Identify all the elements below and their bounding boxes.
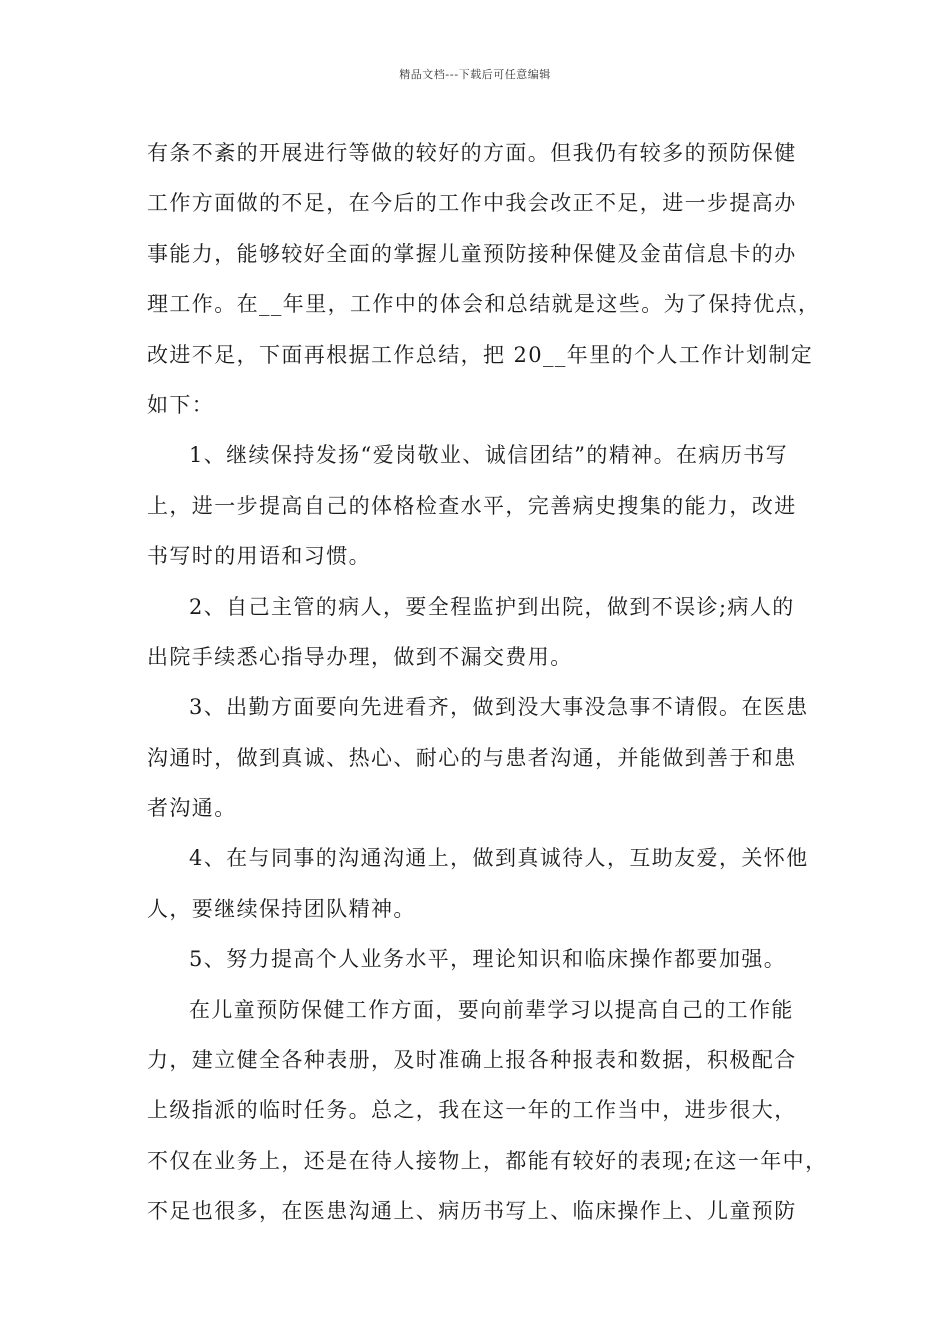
document-body	[147, 128, 827, 1237]
text-line-4: 理工作。在__年里，工作中的体会和总结就是这些。为了保持优点，	[147, 292, 821, 317]
text-line-15: 4、在与同事的沟通沟通上，做到真诚待人，互助友爱，关怀他	[189, 846, 809, 871]
text-line-6: 如下：	[147, 392, 215, 417]
text-line-8: 上，进一步提高自己的体格检查水平，完善病史搜集的能力，改进	[147, 493, 797, 518]
text-line-13: 沟通时，做到真诚、热心、耐心的与患者沟通，并能做到善于和患	[147, 745, 797, 770]
text-line-17: 5、努力提高个人业务水平，理论知识和临床操作都要加强。	[189, 947, 787, 972]
text-line-19: 力，建立健全各种表册，及时准确上报各种报表和数据，积极配合	[147, 1048, 797, 1073]
text-line-9: 书写时的用语和习惯。	[147, 544, 371, 569]
text-line-18: 在儿童预防保健工作方面，要向前辈学习以提高自己的工作能	[189, 997, 794, 1022]
text-line-10: 2、自己主管的病人，要全程监护到出院，做到不误诊;病人的	[189, 594, 795, 619]
text-line-3: 事能力，能够较好全面的掌握儿童预防接种保健及金苗信息卡的办	[147, 241, 797, 266]
text-line-16: 人，要继续保持团队精神。	[147, 896, 416, 921]
text-line-14: 者沟通。	[147, 796, 237, 821]
text-line-1: 有条不紊的开展进行等做的较好的方面。但我仍有较多的预防保健	[147, 141, 797, 165]
text-line-21: 不仅在业务上，还是在待人接物上，都能有较好的表现;在这一年中，	[147, 1148, 828, 1173]
text-line-11: 出院手续悉心指导办理，做到不漏交费用。	[147, 644, 573, 669]
text-line-22: 不足也很多，在医患沟通上、病历书写上、临床操作上、儿童预防	[147, 1199, 797, 1224]
text-line-5: 改进不足，下面再根据工作总结，把 20__年里的个人工作计划制定	[147, 342, 814, 367]
text-line-7: 1、继续保持发扬“爱岗敬业、诚信团结”的精神。在病历书写	[189, 443, 789, 468]
text-line-20: 上级指派的临时任务。总之，我在这一年的工作当中，进步很大，	[147, 1098, 797, 1123]
text-line-2: 工作方面做的不足，在今后的工作中我会改正不足，进一步提高办	[147, 191, 797, 216]
page-header: 精品文档---下载后可任意编辑	[399, 68, 551, 81]
text-line-12: 3、出勤方面要向先进看齐，做到没大事没急事不请假。在医患	[189, 695, 809, 720]
